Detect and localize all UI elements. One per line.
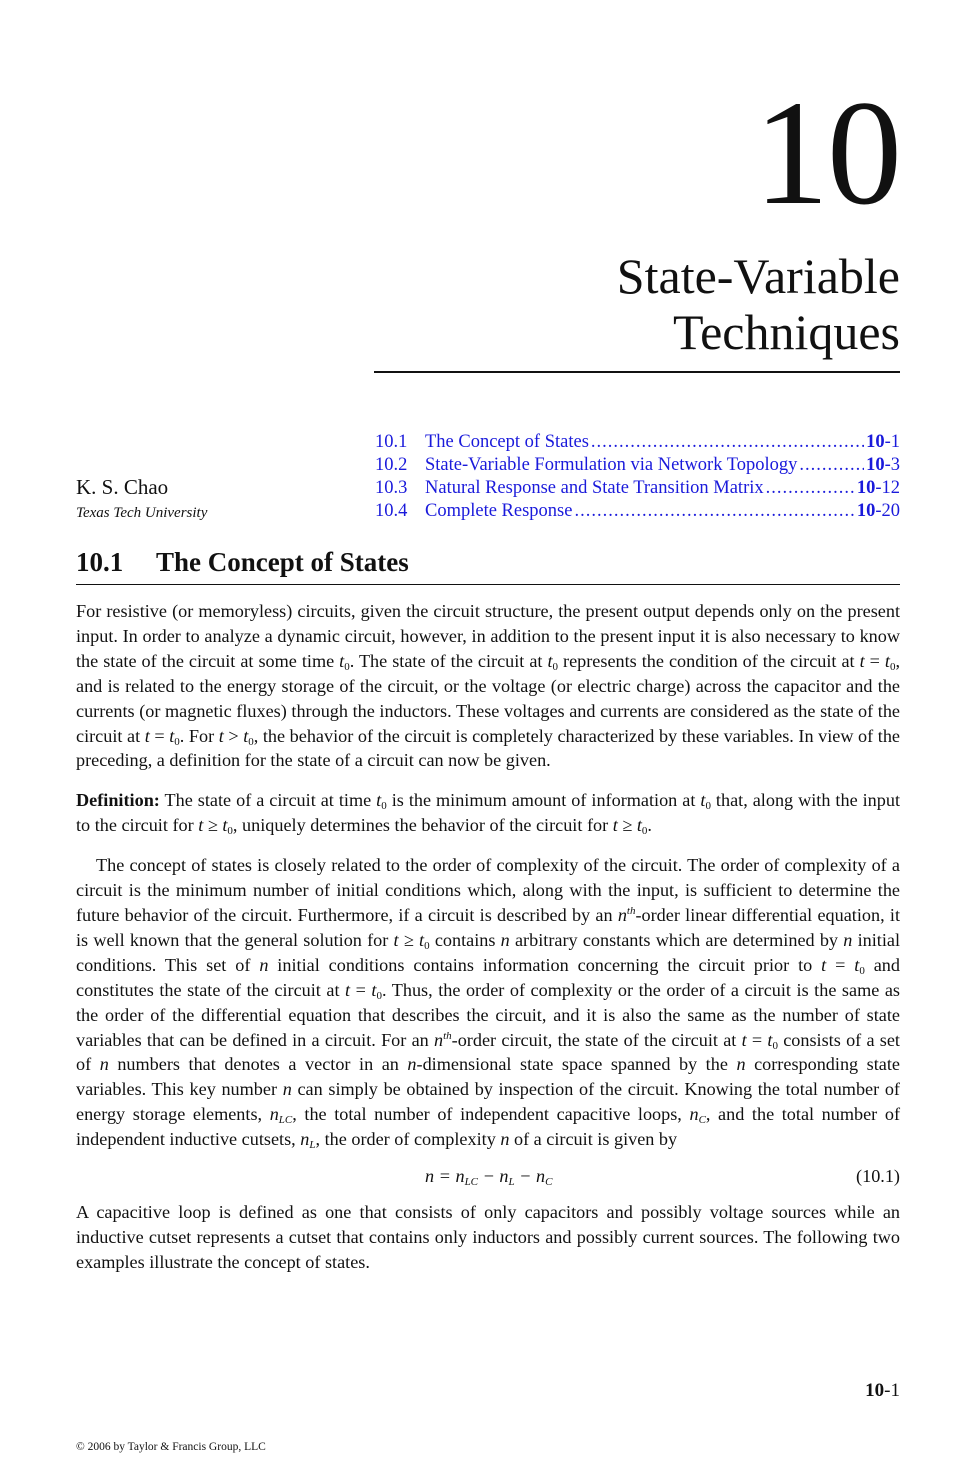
equation-body: $n = n_{LC} - n_L - n_C$ <box>425 1166 553 1189</box>
section-title: The Concept of States <box>156 547 409 577</box>
author-block <box>76 474 207 524</box>
toc-entry-number: 10.2 <box>375 455 408 475</box>
toc-entry-page: 10-1 <box>866 432 900 452</box>
toc-entry-page: 10-3 <box>866 455 900 475</box>
toc-entry-number: 10.4 <box>375 501 408 521</box>
body-text <box>76 599 900 1275</box>
toc-leader-dots <box>766 477 855 500</box>
section-number: 10.1 <box>76 547 124 577</box>
chapter-title-line-2: Techniques <box>673 304 900 360</box>
toc-entry-title: The Concept of States <box>425 432 589 452</box>
toc-entry-number: 10.3 <box>375 478 408 498</box>
author-name: K. S. Chao <box>76 475 169 499</box>
section-rule <box>76 584 900 585</box>
section-heading <box>76 545 900 579</box>
page-number: 10-1 <box>865 1380 900 1401</box>
toc-entry-10-2[interactable] <box>375 454 900 477</box>
toc-entry-10-1[interactable] <box>375 431 900 454</box>
toc-entry-title: Natural Response and State Transition Matrix <box>425 478 764 498</box>
equation-10-1 <box>76 1164 900 1188</box>
paragraph-capacitive-loop: A capacitive loop is defined as one that consists of only capacitors and possibly voltage sources while an inductive cutset represents a cutset that contains only inductors and possibly current sources. The following two examples illustrate the concept of states. <box>76 1202 900 1272</box>
toc-entry-title: State-Variable Formulation via Network Topology <box>425 455 798 475</box>
toc-leader-dots <box>799 454 864 477</box>
chapter-title <box>617 248 900 360</box>
toc-leader-dots <box>574 500 854 523</box>
chapter-title-line-1: State-Variable <box>616 248 900 304</box>
copyright-notice: © 2006 by Taylor & Francis Group, LLC <box>76 1441 266 1453</box>
paragraph-order-of-complexity: The concept of states is closely related to the order of complexity of the circuit. The order of complexity of a circuit is the minimum number of initial conditions which, along with the input, is sufficient to determine the future behavior of the circuit. Furthermore, if a circuit is described by an $n^{th}$-order linear differential equation, it is well known that the general solution for $t \ge t_0$ contains n arbitrary constants which are determined by n initial conditions. This set of n initial conditions contains information concerning the circuit prior to $t = t_0$ and constitutes the state of the circuit at $t = t_0$. Thus, the order of complexity or the order of a circuit is the same as the order of the differential equation that describes the circuit, and it is also the same as the number of state variables that can be defined in a circuit. For an $n^{th}$-order circuit, the state of the circuit at $t = t_0$ consists of a set of n numbers that denotes a vector in an n-dimensional state space spanned by the n corresponding state variables. This key number n can simply be obtained by inspection of the circuit. Knowing the total number of energy storage elements, $n_{LC}$, the total number of independent capacitive loops, $n_C$, and the total number of independent inductive cutsets, $n_L$, the order of complexity n of a circuit is given by <box>76 855 901 1152</box>
toc-entry-10-3[interactable] <box>375 477 900 500</box>
toc-entry-number: 10.1 <box>375 432 408 452</box>
author-affiliation: Texas Tech University <box>76 505 208 521</box>
equation-number: (10.1) <box>856 1166 900 1187</box>
definition-label: Definition: <box>76 790 160 811</box>
toc-leader-dots <box>591 431 864 454</box>
chapter-number: 10 <box>754 70 900 236</box>
paragraph-intro: For resistive (or memoryless) circuits, given the circuit structure, the present output depends only on the present input. In order to analyze a dynamic circuit, however, in addition to the present input it is also necessary to know the state of the circuit at some time $t_0$. The state of the circuit at $t_0$ represents the condition of the circuit at $t = t_0$, and is related to the energy storage of the circuit, or the voltage (or electric charge) across the capacitor and the currents (or magnetic fluxes) through the inductors. These voltages and currents are considered as the state of the circuit at $t = t_0$. For $t > t_0$, the behavior of the circuit is completely characterized by these variables. In view of the preceding, a definition for the state of a circuit can now be given. <box>76 601 900 771</box>
paragraph-definition: Definition: The state of a circuit at time $t_0$ is the minimum amount of information at $t_0$ that, along with the input to the circuit for $t \ge t_0$, uniquely determines the behavior of the circuit for $t \ge t_0$. <box>76 790 901 838</box>
toc-entry-title: Complete Response <box>425 501 573 521</box>
table-of-contents <box>375 431 900 523</box>
toc-entry-page: 10-20 <box>856 501 900 521</box>
title-rule <box>374 371 900 373</box>
toc-entry-page: 10-12 <box>856 478 900 498</box>
toc-entry-10-4[interactable] <box>375 500 900 523</box>
